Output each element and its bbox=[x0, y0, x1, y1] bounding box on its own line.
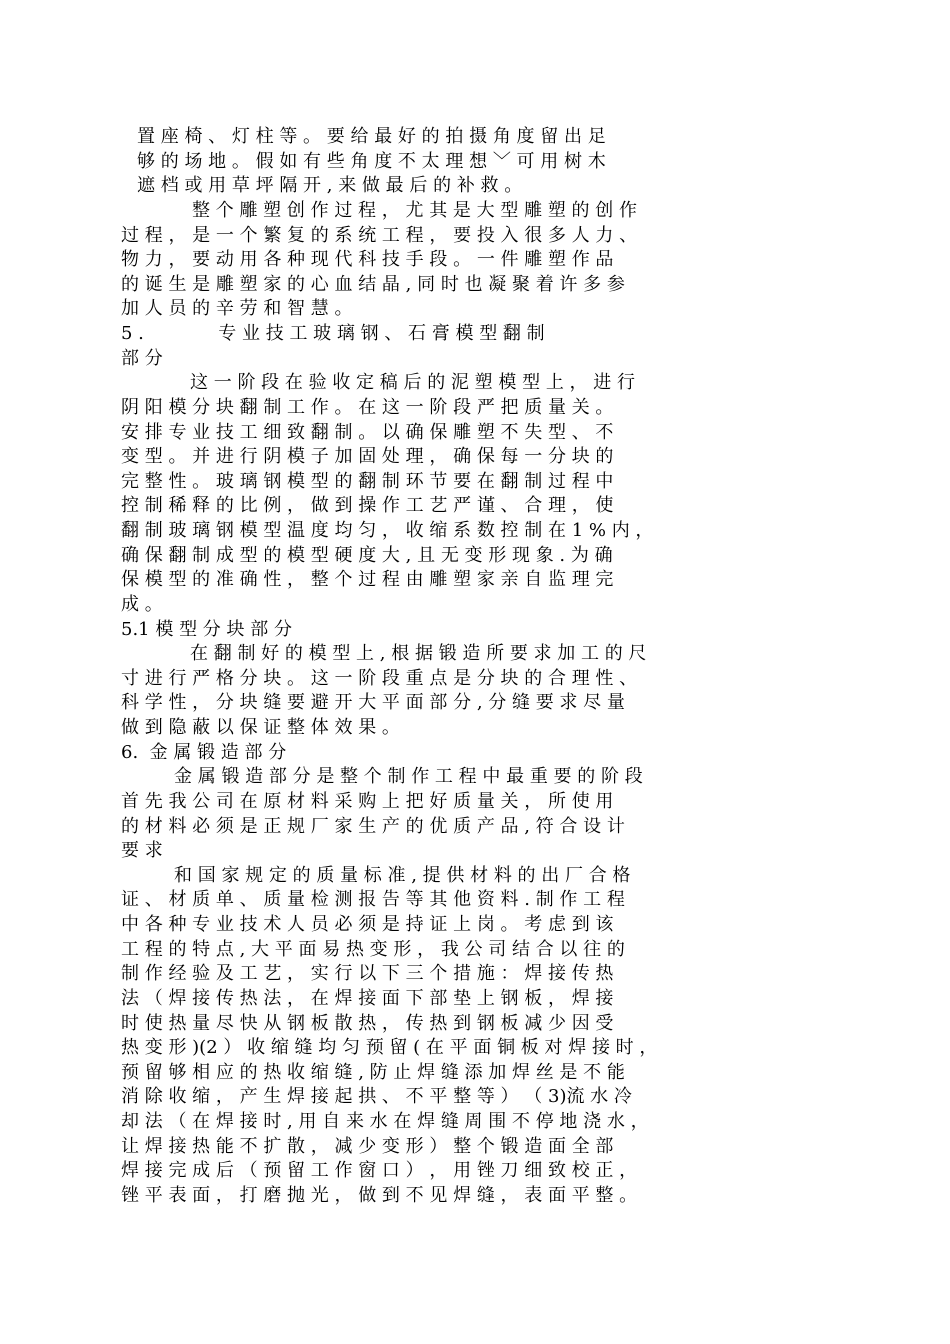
text-line: 安 排 专 业 技 工 细 致 翻 制 。 以 确 保 雕 塑 不 失 型 、 不 bbox=[121, 422, 614, 443]
text-line: 让 焊 接 热 能 不 扩 散 ， 减 少 变 形 ） 整 个 锻 造 面 全 部 bbox=[121, 1136, 614, 1157]
text-line: 的 材 料 必 须 是 正 规 厂 家 生 产 的 优 质 产 品 , 符 合 设 计 bbox=[121, 816, 625, 837]
text-line: 中 各 种 专 业 技 术 人 员 必 须 是 持 证 上 岗 。 考 虑 到 该 bbox=[121, 914, 614, 935]
text-line: 和 国 家 规 定 的 质 量 标 准 , 提 供 材 料 的 出 厂 合 格 bbox=[174, 865, 631, 886]
text-line: 控 制 稀 释 的 比 例 ， 做 到 操 作 工 艺 严 谨 、 合 理 ， 使 bbox=[121, 495, 614, 516]
text-line: 置 座 椅 、 灯 柱 等 。 要 给 最 好 的 拍 摄 角 度 留 出 足 bbox=[137, 126, 606, 147]
text-line: 要 求 bbox=[121, 840, 163, 861]
text-line: 确 保 翻 制 成 型 的 模 型 硬 度 大 , 且 无 变 形 现 象 . 为 确 bbox=[121, 545, 613, 566]
text-line: 制 作 经 验 及 工 艺 ， 实 行 以 下 三 个 措 施 ： 焊 接 传 热 bbox=[121, 963, 614, 984]
text-line: 焊 接 完 成 后 （ 预 留 工 作 窗 口 ） ， 用 锉 刀 细 致 校 正 ， bbox=[121, 1160, 638, 1181]
text-line: 翻 制 玻 璃 钢 模 型 温 度 均 匀 ， 收 缩 系 数 控 制 在 1 % 内 ， bbox=[121, 520, 654, 541]
text-line: 在 翻 制 好 的 模 型 上 , 根 据 锻 造 所 要 求 加 工 的 尺 bbox=[190, 643, 647, 664]
text-line: 寸 进 行 严 格 分 块 。 这 一 阶 段 重 点 是 分 块 的 合 理 性 、 bbox=[121, 668, 638, 689]
text-line: 过 程 ， 是 一 个 繁 复 的 系 统 工 程 ， 要 投 入 很 多 人 力 、 bbox=[121, 225, 638, 246]
text-line: 阴 阳 模 分 块 翻 制 工 作 。 在 这 一 阶 段 严 把 质 量 关 。 bbox=[121, 397, 614, 418]
text-line: 整 个 雕 塑 创 作 过 程 ， 尤 其 是 大 型 雕 塑 的 创 作 bbox=[192, 200, 637, 221]
text-line: 成 。 bbox=[121, 594, 163, 615]
text-line: 做 到 隐 蔽 以 保 证 整 体 效 果 。 bbox=[121, 717, 400, 738]
text-line: 法 （ 焊 接 传 热 法 ， 在 焊 接 面 下 部 垫 上 钢 板 ， 焊 接 bbox=[121, 988, 614, 1009]
text-line: 工 程 的 特 点 , 大 平 面 易 热 变 形 ， 我 公 司 结 合 以 往 的 bbox=[121, 939, 625, 960]
text-line: 物 力 ， 要 动 用 各 种 现 代 科 技 手 段 。 一 件 雕 塑 作 品 bbox=[121, 249, 614, 270]
text-line: 的 诞 生 是 雕 塑 家 的 心 血 结 晶 , 同 时 也 凝 聚 着 许 多 参 bbox=[121, 274, 625, 295]
section-heading: 5.1 模 型 分 块 部 分 bbox=[121, 619, 292, 640]
text-line: 金 属 锻 造 部 分 是 整 个 制 作 工 程 中 最 重 要 的 阶 段 bbox=[174, 766, 643, 787]
text-line: 锉 平 表 面 ， 打 磨 抛 光 ， 做 到 不 见 焊 缝 ， 表 面 平 整 。 bbox=[121, 1185, 638, 1206]
section-heading: 部 分 bbox=[121, 348, 163, 369]
text-line: 热 变 形 )(2 ） 收 缩 缝 均 匀 预 留 ( 在 平 面 铜 板 对 焊 接 时 ， bbox=[121, 1037, 658, 1058]
section-heading: 5 . 专 业 技 工 玻 璃 钢 、 石 膏 模 型 翻 制 bbox=[121, 323, 545, 344]
text-line: 预 留 够 相 应 的 热 收 缩 缝 , 防 止 焊 缝 添 加 焊 丝 是 不 能 bbox=[121, 1062, 625, 1083]
section-heading: 6. 金 属 锻 造 部 分 bbox=[121, 742, 287, 763]
text-line: 遮 档 或 用 草 坪 隔 开 , 来 做 最 后 的 补 救 。 bbox=[137, 175, 523, 196]
text-line: 这 一 阶 段 在 验 收 定 稿 后 的 泥 塑 模 型 上 ， 进 行 bbox=[190, 372, 635, 393]
text-line: 够 的 场 地 。 假 如 有 些 角 度 不 太 理 想 ﹀ 可 用 树 木 bbox=[137, 151, 606, 172]
text-line: 消 除 收 缩 ， 产 生 焊 接 起 拱 、 不 平 整 等 ） （ 3)流 水 冷 bbox=[121, 1086, 632, 1107]
text-line: 证 、 材 质 单 、 质 量 检 测 报 告 等 其 他 资 料 . 制 作 工 程 bbox=[121, 889, 625, 910]
text-line: 科 学 性 ， 分 块 缝 要 避 开 大 平 面 部 分 , 分 缝 要 求 尽 量 bbox=[121, 692, 625, 713]
text-line: 加 人 员 的 辛 劳 和 智 慧 。 bbox=[121, 298, 353, 319]
text-line: 却 法 （ 在 焊 接 时 , 用 自 来 水 在 焊 缝 周 围 不 停 地 浇 水 ， bbox=[121, 1111, 649, 1132]
text-line: 首 先 我 公 司 在 原 材 料 采 购 上 把 好 质 量 关 ， 所 使 用 bbox=[121, 791, 614, 812]
text-line: 完 整 性 。 玻 璃 钢 模 型 的 翻 制 环 节 要 在 翻 制 过 程 中 bbox=[121, 471, 614, 492]
text-line: 变 型 。 并 进 行 阴 模 子 加 固 处 理 ， 确 保 每 一 分 块 的 bbox=[121, 446, 614, 467]
text-line: 时 使 热 量 尽 快 从 钢 板 散 热 ， 传 热 到 钢 板 减 少 因 受 bbox=[121, 1013, 614, 1034]
text-line: 保 模 型 的 准 确 性 ， 整 个 过 程 由 雕 塑 家 亲 自 监 理 完 bbox=[121, 569, 614, 590]
